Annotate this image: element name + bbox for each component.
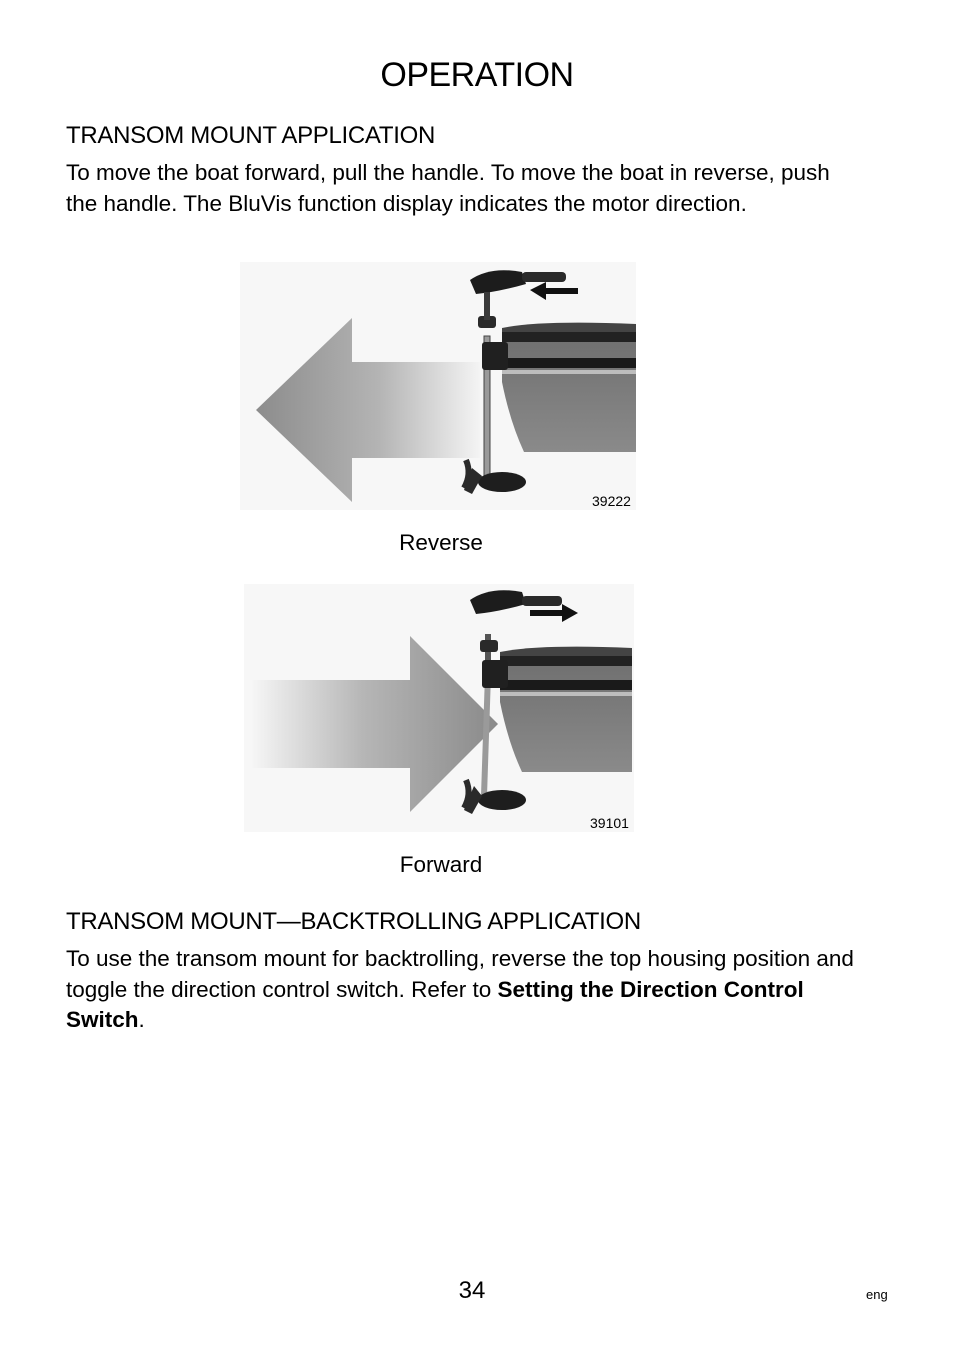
section-body-backtrolling [66,944,866,1036]
body-text-end: . [138,1007,145,1032]
forward-illustration [244,584,634,832]
section-body-transom: To move the boat forward, pull the handle. To move the boat in reverse, push the handle. The BluVis function display indicates the motor direction. [66,160,830,216]
cross-reference-link: Setting the Direction Control Switch [66,976,804,1032]
figure-number: 39101 [590,815,629,831]
figure-forward [244,584,634,832]
reverse-illustration [240,262,636,510]
figure-caption-forward: Forward [399,852,483,877]
section-heading-transom: TRANSOM MOUNT APPLICATION [66,122,435,149]
figure-caption-reverse: Reverse [399,530,483,555]
figure-reverse [240,262,636,510]
figure-number: 39222 [592,493,631,509]
language-code: eng [866,1287,888,1302]
page-number: 34 [458,1277,486,1304]
page-title: OPERATION [380,56,574,94]
section-heading-backtrolling: TRANSOM MOUNT—BACKTROLLING APPLICATION [66,908,641,935]
body-text-start: To use the transom mount for backtrolling, reverse the top housing position and toggle the direction control switch. Refer to [66,946,854,1002]
